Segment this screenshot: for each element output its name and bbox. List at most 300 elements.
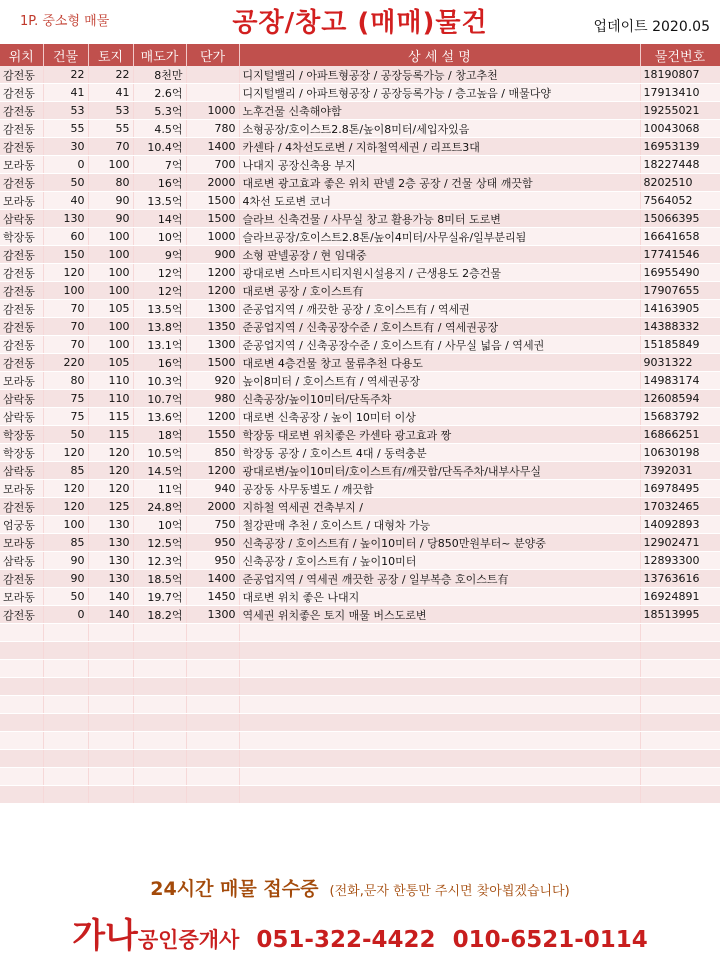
cell-land: 130 bbox=[88, 570, 133, 588]
cell-unit-price: 900 bbox=[186, 246, 239, 264]
column-header: 매도가 bbox=[133, 44, 186, 66]
cell-description: 소형 판넬공장 / 현 임대중 bbox=[239, 246, 640, 264]
cell-listing-id: 19255021 bbox=[640, 102, 720, 120]
cell-location: 모라동 bbox=[0, 192, 43, 210]
cell-land: 140 bbox=[88, 606, 133, 624]
cell-land: 90 bbox=[88, 192, 133, 210]
cell-land: 130 bbox=[88, 552, 133, 570]
cell-unit-price: 940 bbox=[186, 480, 239, 498]
table-row bbox=[0, 534, 720, 552]
empty-cell bbox=[88, 660, 133, 678]
cell-location: 감전동 bbox=[0, 84, 43, 102]
column-header: 단가 bbox=[186, 44, 239, 66]
cell-land: 110 bbox=[88, 372, 133, 390]
cell-price: 9억 bbox=[133, 246, 186, 264]
cell-building: 130 bbox=[43, 210, 88, 228]
empty-cell bbox=[640, 642, 720, 660]
cell-building: 90 bbox=[43, 552, 88, 570]
cell-unit-price: 1400 bbox=[186, 570, 239, 588]
cell-land: 100 bbox=[88, 246, 133, 264]
cell-listing-id: 12608594 bbox=[640, 390, 720, 408]
banner-main: 24시간 매물 접수중 bbox=[150, 878, 319, 900]
empty-cell bbox=[186, 660, 239, 678]
cell-land: 80 bbox=[88, 174, 133, 192]
empty-cell bbox=[239, 732, 640, 750]
cell-listing-id: 18513995 bbox=[640, 606, 720, 624]
listing-table bbox=[0, 44, 720, 804]
cell-location: 감전동 bbox=[0, 102, 43, 120]
cell-land: 120 bbox=[88, 462, 133, 480]
cell-building: 150 bbox=[43, 246, 88, 264]
cell-building: 0 bbox=[43, 606, 88, 624]
cell-building: 100 bbox=[43, 282, 88, 300]
cell-location: 감전동 bbox=[0, 498, 43, 516]
cell-location: 모라동 bbox=[0, 588, 43, 606]
cell-listing-id: 15066395 bbox=[640, 210, 720, 228]
empty-row bbox=[0, 696, 720, 714]
cell-land: 100 bbox=[88, 318, 133, 336]
cell-building: 50 bbox=[43, 588, 88, 606]
table-row bbox=[0, 228, 720, 246]
cell-land: 120 bbox=[88, 444, 133, 462]
empty-cell bbox=[239, 696, 640, 714]
empty-cell bbox=[133, 678, 186, 696]
empty-cell bbox=[0, 624, 43, 642]
cell-price: 13.8억 bbox=[133, 318, 186, 336]
cell-description: 신축공장 / 호이스트有 / 높이10미터 / 당850만원부터~ 분양중 bbox=[239, 534, 640, 552]
cell-location: 감전동 bbox=[0, 318, 43, 336]
cell-building: 60 bbox=[43, 228, 88, 246]
cell-listing-id: 16955490 bbox=[640, 264, 720, 282]
phone-mobile[interactable]: 010-6521-0114 bbox=[452, 927, 648, 953]
table-row bbox=[0, 66, 720, 84]
column-header: 상 세 설 명 bbox=[239, 44, 640, 66]
empty-cell bbox=[239, 624, 640, 642]
cell-unit-price: 1200 bbox=[186, 264, 239, 282]
cell-listing-id: 10043068 bbox=[640, 120, 720, 138]
cell-building: 90 bbox=[43, 570, 88, 588]
cell-price: 13.6억 bbox=[133, 408, 186, 426]
cell-price: 18.2억 bbox=[133, 606, 186, 624]
cell-listing-id: 14163905 bbox=[640, 300, 720, 318]
cell-location: 학장동 bbox=[0, 444, 43, 462]
empty-cell bbox=[239, 642, 640, 660]
cell-unit-price: 850 bbox=[186, 444, 239, 462]
cell-unit-price: 980 bbox=[186, 390, 239, 408]
cell-listing-id: 17913410 bbox=[640, 84, 720, 102]
header bbox=[0, 0, 720, 42]
empty-cell bbox=[133, 786, 186, 804]
empty-cell bbox=[640, 714, 720, 732]
cell-unit-price: 1500 bbox=[186, 210, 239, 228]
column-header: 위치 bbox=[0, 44, 43, 66]
empty-cell bbox=[133, 696, 186, 714]
empty-cell bbox=[186, 768, 239, 786]
phone-office[interactable]: 051-322-4422 bbox=[256, 927, 436, 953]
table-row bbox=[0, 372, 720, 390]
empty-row bbox=[0, 750, 720, 768]
cell-land: 125 bbox=[88, 498, 133, 516]
cell-description: 준공업지역 / 신축공장수준 / 호이스트有 / 역세권공장 bbox=[239, 318, 640, 336]
cell-listing-id: 7392031 bbox=[640, 462, 720, 480]
cell-description: 신축공장/높이10미터/단독주차 bbox=[239, 390, 640, 408]
cell-description: 노후건물 신축해야함 bbox=[239, 102, 640, 120]
empty-row bbox=[0, 642, 720, 660]
cell-listing-id: 17741546 bbox=[640, 246, 720, 264]
empty-cell bbox=[133, 732, 186, 750]
table-row bbox=[0, 192, 720, 210]
cell-description: 4차선 도로변 코너 bbox=[239, 192, 640, 210]
page-label: 1P. 중소형 매물 bbox=[20, 14, 110, 29]
table-row bbox=[0, 84, 720, 102]
cell-price: 14.5억 bbox=[133, 462, 186, 480]
cell-description: 광대로변 스마트시티지원시설용지 / 근생용도 2층건물 bbox=[239, 264, 640, 282]
cell-building: 85 bbox=[43, 462, 88, 480]
cell-land: 22 bbox=[88, 66, 133, 84]
table-row bbox=[0, 246, 720, 264]
cell-land: 100 bbox=[88, 228, 133, 246]
empty-cell bbox=[88, 732, 133, 750]
empty-cell bbox=[88, 786, 133, 804]
empty-cell bbox=[186, 696, 239, 714]
cell-unit-price: 1300 bbox=[186, 300, 239, 318]
cell-building: 70 bbox=[43, 300, 88, 318]
empty-cell bbox=[43, 696, 88, 714]
empty-cell bbox=[0, 678, 43, 696]
empty-cell bbox=[43, 786, 88, 804]
cell-listing-id: 13763616 bbox=[640, 570, 720, 588]
cell-location: 모라동 bbox=[0, 372, 43, 390]
cell-price: 16억 bbox=[133, 354, 186, 372]
cell-unit-price: 1300 bbox=[186, 336, 239, 354]
cell-land: 70 bbox=[88, 138, 133, 156]
cell-land: 115 bbox=[88, 408, 133, 426]
cell-location: 감전동 bbox=[0, 66, 43, 84]
empty-cell bbox=[0, 660, 43, 678]
empty-cell bbox=[43, 768, 88, 786]
empty-row bbox=[0, 678, 720, 696]
cell-land: 130 bbox=[88, 516, 133, 534]
empty-cell bbox=[88, 678, 133, 696]
column-header: 토지 bbox=[88, 44, 133, 66]
empty-cell bbox=[186, 750, 239, 768]
cell-listing-id: 16978495 bbox=[640, 480, 720, 498]
cell-unit-price: 1350 bbox=[186, 318, 239, 336]
table-row bbox=[0, 300, 720, 318]
table-row bbox=[0, 606, 720, 624]
cell-listing-id: 12902471 bbox=[640, 534, 720, 552]
cell-building: 100 bbox=[43, 516, 88, 534]
cell-building: 70 bbox=[43, 336, 88, 354]
cell-location: 감전동 bbox=[0, 246, 43, 264]
empty-cell bbox=[186, 678, 239, 696]
cell-price: 13.5억 bbox=[133, 300, 186, 318]
cell-listing-id: 10630198 bbox=[640, 444, 720, 462]
cell-unit-price: 920 bbox=[186, 372, 239, 390]
table-row bbox=[0, 138, 720, 156]
empty-cell bbox=[0, 696, 43, 714]
empty-cell bbox=[186, 624, 239, 642]
cell-description: 준공업지역 / 신축공장수준 / 호이스트有 / 사무실 넓음 / 역세권 bbox=[239, 336, 640, 354]
empty-cell bbox=[186, 714, 239, 732]
cell-description: 학장동 공장 / 호이스트 4대 / 동력충분 bbox=[239, 444, 640, 462]
cell-building: 53 bbox=[43, 102, 88, 120]
update-date: 업데이트 2020.05 bbox=[593, 19, 710, 35]
empty-cell bbox=[0, 714, 43, 732]
cell-listing-id: 14388332 bbox=[640, 318, 720, 336]
cell-unit-price: 1500 bbox=[186, 354, 239, 372]
table-row bbox=[0, 552, 720, 570]
table-row bbox=[0, 336, 720, 354]
cell-building: 41 bbox=[43, 84, 88, 102]
cell-land: 100 bbox=[88, 156, 133, 174]
cell-building: 40 bbox=[43, 192, 88, 210]
empty-cell bbox=[239, 678, 640, 696]
cell-price: 7억 bbox=[133, 156, 186, 174]
cell-land: 55 bbox=[88, 120, 133, 138]
cell-listing-id: 15185849 bbox=[640, 336, 720, 354]
empty-cell bbox=[133, 624, 186, 642]
cell-unit-price: 1000 bbox=[186, 102, 239, 120]
cell-building: 0 bbox=[43, 156, 88, 174]
cell-description: 소형공장/호이스트2.8톤/높이8미터/세입자있음 bbox=[239, 120, 640, 138]
page-title: 공장/창고 (매매)물건 bbox=[232, 8, 488, 38]
cell-price: 5.3억 bbox=[133, 102, 186, 120]
cell-description: 카센타 / 4차선도로변 / 지하철역세권 / 리프트3대 bbox=[239, 138, 640, 156]
cell-description: 대로변 신축공장 / 높이 10미터 이상 bbox=[239, 408, 640, 426]
cell-building: 120 bbox=[43, 480, 88, 498]
cell-unit-price: 700 bbox=[186, 156, 239, 174]
cell-price: 8천만 bbox=[133, 66, 186, 84]
table-row bbox=[0, 480, 720, 498]
cell-listing-id: 17907655 bbox=[640, 282, 720, 300]
cell-description: 지하철 역세권 건축부지 / bbox=[239, 498, 640, 516]
cell-building: 75 bbox=[43, 408, 88, 426]
cell-location: 감전동 bbox=[0, 264, 43, 282]
empty-cell bbox=[640, 732, 720, 750]
cell-building: 75 bbox=[43, 390, 88, 408]
table-row bbox=[0, 318, 720, 336]
cell-unit-price bbox=[186, 84, 239, 102]
cell-building: 120 bbox=[43, 444, 88, 462]
empty-cell bbox=[0, 768, 43, 786]
cell-unit-price: 750 bbox=[186, 516, 239, 534]
table-row bbox=[0, 264, 720, 282]
cell-land: 115 bbox=[88, 426, 133, 444]
cell-description: 준공업지역 / 깨끗한 공장 / 호이스트有 / 역세권 bbox=[239, 300, 640, 318]
cell-listing-id: 15683792 bbox=[640, 408, 720, 426]
empty-cell bbox=[43, 624, 88, 642]
cell-listing-id: 18190807 bbox=[640, 66, 720, 84]
cell-price: 10.3억 bbox=[133, 372, 186, 390]
table-row bbox=[0, 120, 720, 138]
empty-cell bbox=[43, 750, 88, 768]
empty-cell bbox=[43, 660, 88, 678]
cell-description: 디지털밸리 / 아파트형공장 / 공장등록가능 / 창고추천 bbox=[239, 66, 640, 84]
cell-price: 13.1억 bbox=[133, 336, 186, 354]
cell-listing-id: 17032465 bbox=[640, 498, 720, 516]
cell-listing-id: 7564052 bbox=[640, 192, 720, 210]
cell-land: 140 bbox=[88, 588, 133, 606]
footer bbox=[0, 868, 720, 960]
cell-land: 41 bbox=[88, 84, 133, 102]
cell-description: 공장동 사무동별도 / 깨끗함 bbox=[239, 480, 640, 498]
banner-sub: (전화,문자 한통만 주시면 찾아뵙겠습니다) bbox=[329, 884, 570, 899]
cell-price: 11억 bbox=[133, 480, 186, 498]
cell-unit-price: 1000 bbox=[186, 228, 239, 246]
cell-description: 디지털밸리 / 아파트형공장 / 공장등록가능 / 층고높음 / 매물다양 bbox=[239, 84, 640, 102]
cell-land: 100 bbox=[88, 336, 133, 354]
cell-unit-price: 780 bbox=[186, 120, 239, 138]
empty-row bbox=[0, 624, 720, 642]
cell-description: 슬라브 신축건물 / 사무실 창고 활용가능 8미터 도로변 bbox=[239, 210, 640, 228]
cell-location: 감전동 bbox=[0, 120, 43, 138]
table-row bbox=[0, 390, 720, 408]
cell-location: 학장동 bbox=[0, 228, 43, 246]
cell-location: 삼락동 bbox=[0, 552, 43, 570]
brand-name: 가나 bbox=[72, 916, 138, 956]
cell-price: 18억 bbox=[133, 426, 186, 444]
cell-description: 대로변 위치 좋은 나대지 bbox=[239, 588, 640, 606]
empty-cell bbox=[186, 786, 239, 804]
cell-price: 12억 bbox=[133, 282, 186, 300]
cell-price: 12.3억 bbox=[133, 552, 186, 570]
cell-location: 감전동 bbox=[0, 354, 43, 372]
empty-cell bbox=[0, 786, 43, 804]
empty-cell bbox=[640, 624, 720, 642]
cell-unit-price: 950 bbox=[186, 534, 239, 552]
table-row bbox=[0, 588, 720, 606]
cell-listing-id: 16866251 bbox=[640, 426, 720, 444]
header-row bbox=[0, 44, 720, 66]
cell-location: 삼락동 bbox=[0, 390, 43, 408]
cell-land: 100 bbox=[88, 264, 133, 282]
empty-cell bbox=[640, 660, 720, 678]
empty-cell bbox=[186, 642, 239, 660]
cell-unit-price: 1450 bbox=[186, 588, 239, 606]
cell-price: 13.5억 bbox=[133, 192, 186, 210]
cell-price: 4.5억 bbox=[133, 120, 186, 138]
empty-cell bbox=[88, 624, 133, 642]
empty-cell bbox=[133, 714, 186, 732]
empty-row bbox=[0, 660, 720, 678]
cell-building: 120 bbox=[43, 498, 88, 516]
empty-cell bbox=[133, 642, 186, 660]
cell-land: 130 bbox=[88, 534, 133, 552]
cell-building: 70 bbox=[43, 318, 88, 336]
empty-row bbox=[0, 732, 720, 750]
cell-location: 삼락동 bbox=[0, 462, 43, 480]
empty-cell bbox=[640, 696, 720, 714]
table-row bbox=[0, 210, 720, 228]
cell-unit-price: 1200 bbox=[186, 408, 239, 426]
cell-building: 30 bbox=[43, 138, 88, 156]
cell-listing-id: 14092893 bbox=[640, 516, 720, 534]
cell-description: 대로변 광고효과 좋은 위치 판넬 2층 공장 / 건물 상태 깨끗함 bbox=[239, 174, 640, 192]
empty-cell bbox=[186, 732, 239, 750]
empty-row bbox=[0, 768, 720, 786]
empty-cell bbox=[0, 750, 43, 768]
empty-cell bbox=[43, 642, 88, 660]
column-header: 건물 bbox=[43, 44, 88, 66]
cell-land: 120 bbox=[88, 480, 133, 498]
table-row bbox=[0, 156, 720, 174]
cell-listing-id: 8202510 bbox=[640, 174, 720, 192]
cell-land: 53 bbox=[88, 102, 133, 120]
cell-listing-id: 12893300 bbox=[640, 552, 720, 570]
table-row bbox=[0, 354, 720, 372]
cell-location: 삼락동 bbox=[0, 408, 43, 426]
cell-price: 19.7억 bbox=[133, 588, 186, 606]
cell-land: 110 bbox=[88, 390, 133, 408]
cell-unit-price: 1400 bbox=[186, 138, 239, 156]
cell-price: 10.4억 bbox=[133, 138, 186, 156]
cell-description: 준공업지역 / 역세권 깨끗한 공장 / 일부복층 호이스트有 bbox=[239, 570, 640, 588]
cell-description: 대로변 4층건물 창고 물류추천 다용도 bbox=[239, 354, 640, 372]
cell-building: 85 bbox=[43, 534, 88, 552]
table-row bbox=[0, 426, 720, 444]
empty-cell bbox=[239, 768, 640, 786]
cell-price: 10.7억 bbox=[133, 390, 186, 408]
cell-location: 모라동 bbox=[0, 156, 43, 174]
empty-cell bbox=[88, 696, 133, 714]
cell-price: 10.5억 bbox=[133, 444, 186, 462]
cell-land: 105 bbox=[88, 300, 133, 318]
cell-listing-id: 14983174 bbox=[640, 372, 720, 390]
cell-unit-price: 2000 bbox=[186, 498, 239, 516]
table-row bbox=[0, 498, 720, 516]
cell-price: 2.6억 bbox=[133, 84, 186, 102]
empty-cell bbox=[133, 750, 186, 768]
cell-description: 역세권 위치좋은 토지 매물 버스도로변 bbox=[239, 606, 640, 624]
cell-price: 24.8억 bbox=[133, 498, 186, 516]
empty-row bbox=[0, 786, 720, 804]
cell-unit-price: 1200 bbox=[186, 282, 239, 300]
cell-listing-id: 16924891 bbox=[640, 588, 720, 606]
cell-unit-price bbox=[186, 66, 239, 84]
cell-location: 엄궁동 bbox=[0, 516, 43, 534]
table-row bbox=[0, 282, 720, 300]
cell-description: 철강판매 추천 / 호이스트 / 대형차 가능 bbox=[239, 516, 640, 534]
cell-description: 높이8미터 / 호이스트有 / 역세권공장 bbox=[239, 372, 640, 390]
empty-cell bbox=[640, 750, 720, 768]
empty-cell bbox=[640, 768, 720, 786]
banner bbox=[0, 874, 720, 901]
table-row bbox=[0, 174, 720, 192]
cell-listing-id: 9031322 bbox=[640, 354, 720, 372]
empty-cell bbox=[0, 732, 43, 750]
cell-price: 16억 bbox=[133, 174, 186, 192]
cell-location: 모라동 bbox=[0, 534, 43, 552]
cell-land: 90 bbox=[88, 210, 133, 228]
table-row bbox=[0, 408, 720, 426]
cell-location: 감전동 bbox=[0, 282, 43, 300]
cell-description: 나대지 공장신축용 부지 bbox=[239, 156, 640, 174]
table-row bbox=[0, 516, 720, 534]
empty-cell bbox=[133, 660, 186, 678]
empty-cell bbox=[43, 732, 88, 750]
cell-description: 광대로변/높이10미터/호이스트有/깨끗함/단독주차/내부사무실 bbox=[239, 462, 640, 480]
cell-location: 삼락동 bbox=[0, 210, 43, 228]
empty-cell bbox=[133, 768, 186, 786]
cell-listing-id: 16641658 bbox=[640, 228, 720, 246]
cell-building: 22 bbox=[43, 66, 88, 84]
cell-price: 12억 bbox=[133, 264, 186, 282]
empty-cell bbox=[88, 750, 133, 768]
table-row bbox=[0, 570, 720, 588]
cell-price: 10억 bbox=[133, 228, 186, 246]
empty-cell bbox=[239, 714, 640, 732]
